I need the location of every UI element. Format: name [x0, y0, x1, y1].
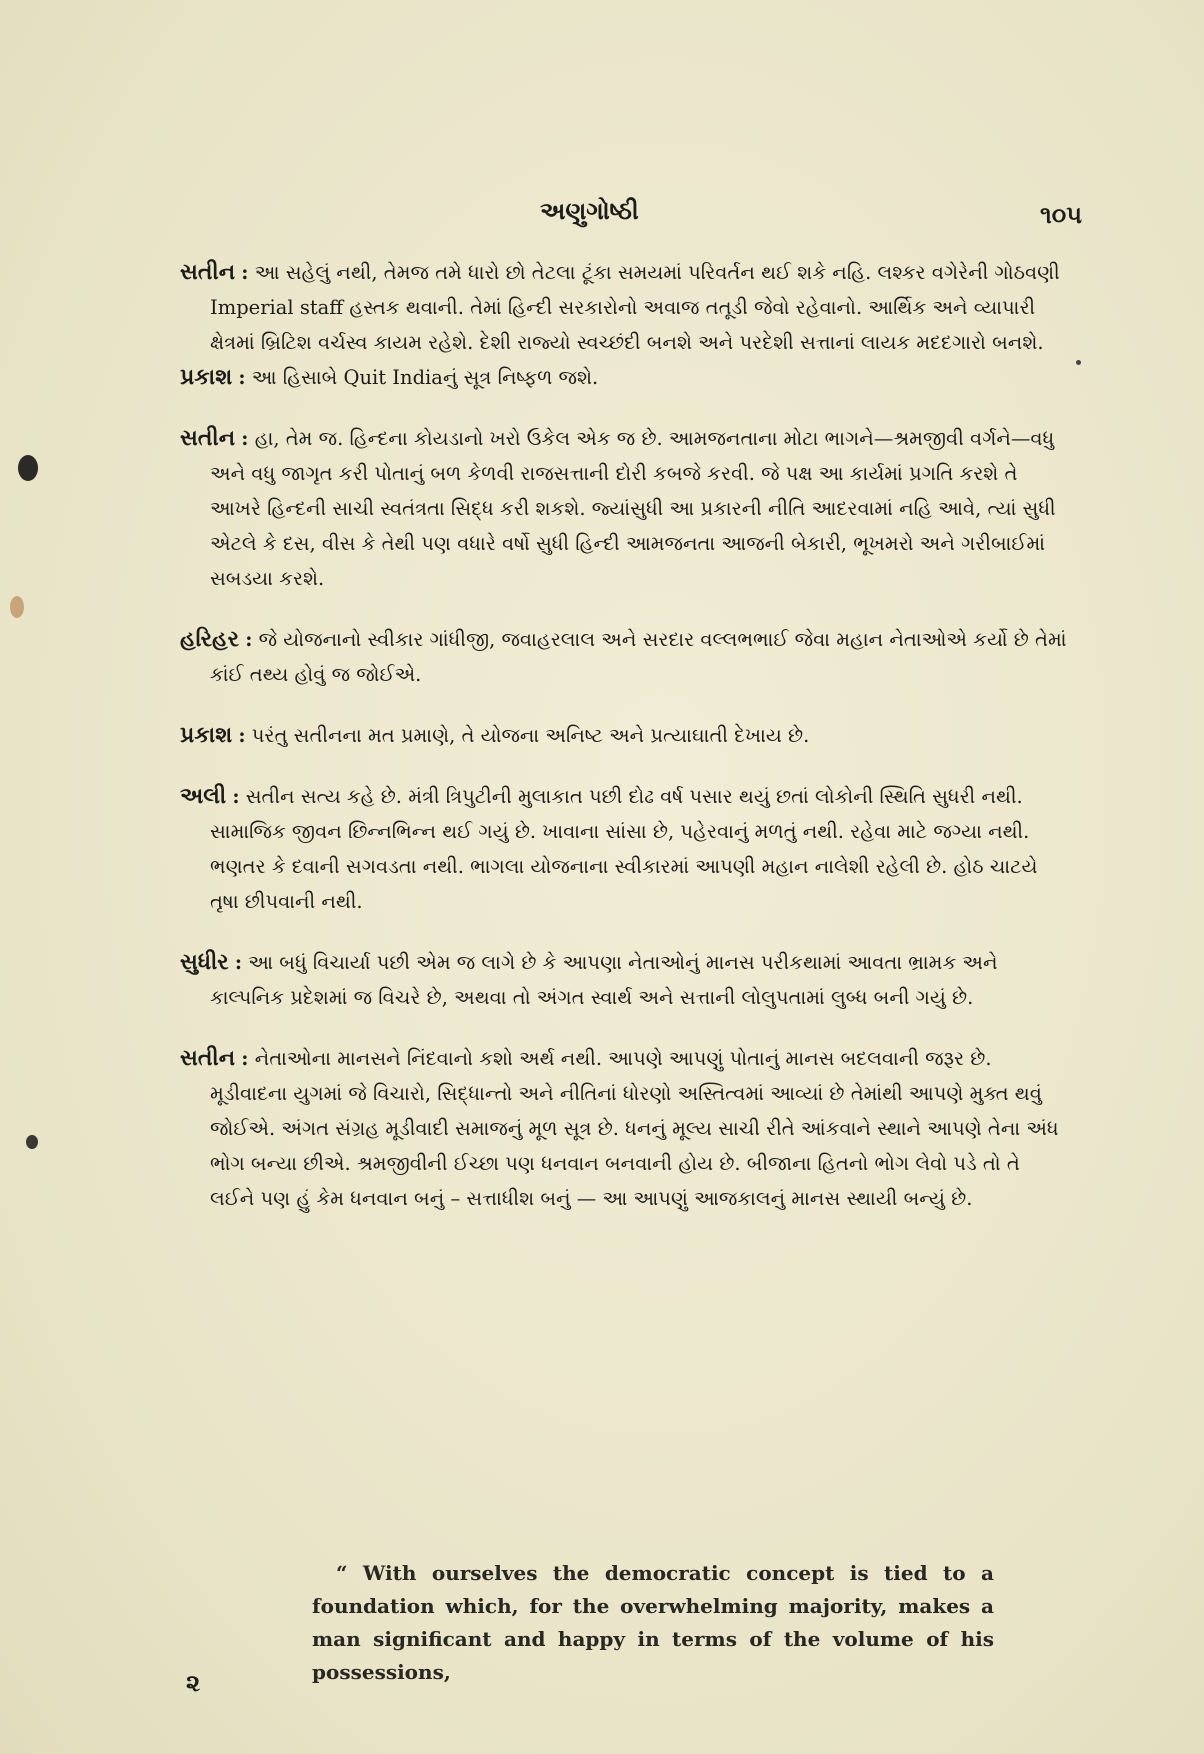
stain-spot	[10, 596, 24, 618]
running-title: અણુગોષ્ઠી	[540, 196, 639, 225]
dialogue-section	[180, 255, 1070, 1242]
dialogue-entry	[180, 945, 1070, 1015]
speaker-name: સુધીર	[180, 949, 229, 975]
speaker-separator: :	[241, 1047, 249, 1070]
speaker-separator: :	[234, 951, 243, 974]
speech-text: સતીન સત્ય કહે છે. મંત્રી ત્રિપુટીની મુલાકાત પછી દોઢ વર્ષ પસાર થયું છતાં લોકોની સ્થિતિ સુધરી નથી. સામાજિક જીવન છિન્નભિન્ન થઈ ગયું છે. ખાવાના સાંસા છે, પહેરવાનું મળતું નથી. રહેવા માટે જગ્યા નથી. ભણતર કે દવાની સગવડતા નથી. ભાગલા યોજનાના સ્વીકારમાં આપણી મહાન નાલેશી રહેલી છે. હોઠ ચાટયે તૃષા છીપવાની નથી.	[210, 785, 1038, 913]
dialogue-entry	[180, 622, 1070, 692]
speaker-separator: :	[232, 785, 240, 808]
speaker-name: પ્રકાશ	[180, 364, 233, 390]
ink-dot	[1076, 360, 1081, 365]
speech-text: હા, તેમ જ. હિન્દના કોયડાનો ખરો ઉકેલ એક જ છે. આમજનતાના મોટા ભાગને—શ્રમજીવી વર્ગને—વધુ અને વધુ જાગૃત કરી પોતાનું બળ કેળવી રાજસત્તાની દોરી કબજે કરવી. જે પક્ષ આ કાર્યમાં પ્રગતિ કરશે તે આખરે હિન્દની સાચી સ્વતંત્રતા સિદ્ધ કરી શકશે. જ્યાંસુધી આ પ્રકારની નીતિ આદરવામાં નહિ આવે, ત્યાં સુધી એટલે કે દસ, વીસ કે તેથી પણ વધારે વર્ષો સુધી હિન્દી આમજનતા આજની બેકારી, ભૂખમરો અને ગરીબાઈમાં સબડયા કરશે.	[210, 427, 1056, 590]
dialogue-entry	[180, 421, 1070, 596]
signature-mark: ૨	[186, 1668, 201, 1697]
speech-text: પરંતુ સતીનના મત પ્રમાણે, તે યોજના અનિષ્ટ અને પ્રત્યાઘાતી દેખાય છે.	[251, 724, 810, 747]
ink-blot	[26, 1135, 38, 1149]
dialogue-entry	[180, 360, 1070, 395]
speaker-name: સતીન	[180, 425, 236, 451]
speech-text: આ હિસાબે Quit Indiaનું સૂત્ર નિષ્ફળ જશે.	[251, 366, 599, 389]
speaker-separator: :	[238, 724, 246, 747]
dialogue-entry	[180, 255, 1070, 360]
speaker-name: અલી	[180, 783, 227, 809]
speaker-separator: :	[241, 261, 249, 284]
english-quotation	[312, 1557, 994, 1689]
page-header	[0, 196, 1204, 236]
speech-text: આ બધું વિચાર્યા પછી એમ જ લાગે છે કે આપણા નેતાઓનું માનસ પરીકથામાં આવતા ભ્રામક અને કાલ્પનિક પ્રદેશમાં જ વિચરે છે, અથવા તો અંગત સ્વાર્થ અને સત્તાની લોલુપતામાં લુબ્ધ બની ગયું છે.	[210, 951, 998, 1009]
ink-blot	[18, 455, 38, 481]
speaker-separator: :	[238, 366, 246, 389]
speaker-name: સતીન	[180, 259, 236, 285]
speech-text: આ સહેલું નથી, તેમજ તમે ધારો છો તેટલા ટૂંકા સમયમાં પરિવર્તન થઈ શકે નહિ. લશ્કર વગેરેની ગોઠવણી Imperial staff હસ્તક થવાની. તેમાં હિન્દી સરકારોનો અવાજ તતૂડી જેવો રહેવાનો. આર્થિક અને વ્યાપારી ક્ષેત્રમાં બ્રિટિશ વર્ચસ્વ કાયમ રહેશે. દેશી રાજ્યો સ્વચ્છંદી બનશે અને પરદેશી સત્તાનાં લાયક મદદગારો બનશે.	[210, 261, 1060, 354]
page-number: ૧૦૫	[1040, 200, 1082, 229]
speaker-separator: :	[241, 427, 249, 450]
quotation-text: “ With ourselves the democratic concept is tied to a foundation which, for the overwhelming majority, makes a man significant and happy in terms of the volume of his possessions,	[312, 1561, 994, 1684]
dialogue-entry	[180, 718, 1070, 753]
dialogue-entry	[180, 779, 1070, 919]
speaker-separator: :	[245, 628, 253, 651]
speaker-name: હરિહર	[180, 626, 240, 652]
dialogue-entry	[180, 1041, 1070, 1216]
speech-text: જે યોજનાનો સ્વીકાર ગાંધીજી, જવાહરલાલ અને સરદાર વલ્લભભાઈ જેવા મહાન નેતાઓએ કર્યો છે તેમાં કાંઈ તથ્ય હોવું જ જોઈએ.	[210, 628, 1067, 686]
speaker-name: સતીન	[180, 1045, 236, 1071]
speaker-name: પ્રકાશ	[180, 722, 233, 748]
speech-text: નેતાઓના માનસને નિંદવાનો કશો અર્થ નથી. આપણે આપણું પોતાનું માનસ બદલવાની જરૂર છે. મૂડીવાદના યુગમાં જે વિચારો, સિદ્ધાન્તો અને નીતિનાં ધોરણો અસ્તિત્વમાં આવ્યાં છે તેમાંથી આપણે મુક્ત થવું જોઈએ. અંગત સંગ્રહ મૂડીવાદી સમાજનું મૂળ સૂત્ર છે. ધનનું મૂલ્ય સાચી રીતે આંકવાને સ્થાને આપણે તેના અંધ ભોગ બન્યા છીએ. શ્રમજીવીની ઈચ્છા પણ ધનવાન બનવાની હોય છે. બીજાના હિતનો ભોગ લેવો પડે તો તે લઈને પણ હું કેમ ધનવાન બનું – સત્તાધીશ બનું — આ આપણું આજકાલનું માનસ સ્થાયી બન્યું છે.	[210, 1047, 1059, 1210]
